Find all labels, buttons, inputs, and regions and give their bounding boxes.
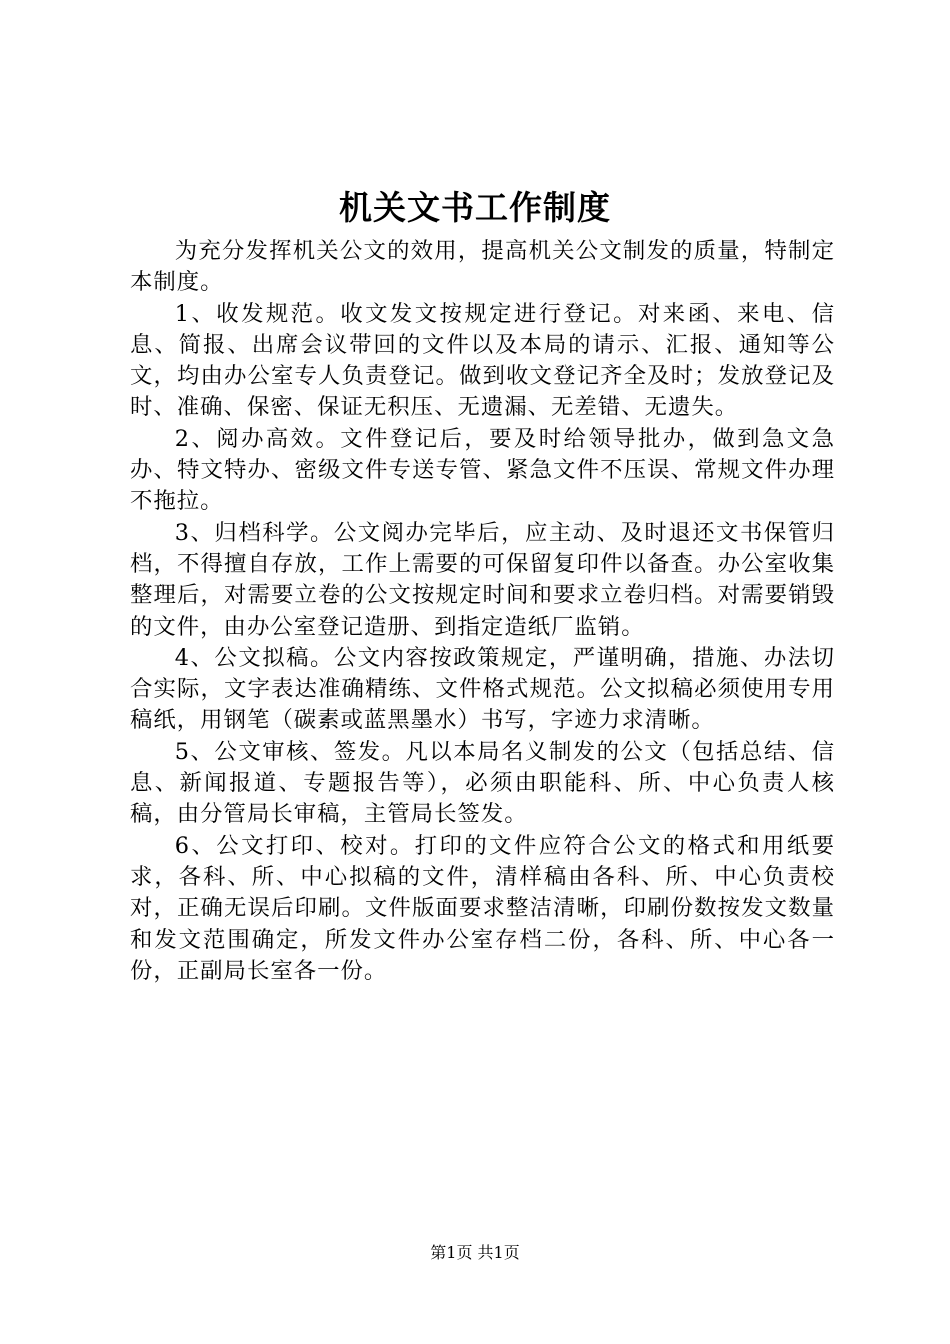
paragraph-6: 6、公文打印、校对。打印的文件应符合公文的格式和用纸要求，各科、所、中心拟稿的文件，清样稿由各科、所、中心负责校对，正确无误后印刷。文件版面要求整洁清晰，印刷份数按发文数量和发文范围确定，所发文件办公室存档二份，各科、所、中心各一份，正副局长室各一份。 [130,832,835,984]
paragraph-3: 3、归档科学。公文阅办完毕后，应主动、及时退还文书保管归档，不得擅自存放，工作上需要的可保留复印件以备查。办公室收集整理后，对需要立卷的公文按规定时间和要求立卷归档。对需要销毁的文件，由办公室登记造册、到指定造纸厂监销。 [130,519,835,640]
paragraph-intro: 为充分发挥机关公文的效用，提高机关公文制发的质量，特制定本制度。 [130,238,835,296]
document-body [130,236,835,987]
paragraph-5: 5、公文审核、签发。凡以本局名义制发的公文（包括总结、信息、新闻报道、专题报告等），必须由职能科、所、中心负责人核稿，由分管局长审稿，主管局长签发。 [130,738,835,828]
document-title: 机关文书工作制度 [339,188,611,227]
paragraph-2: 2、阅办高效。文件登记后，要及时给领导批办，做到急文急办、特文特办、密级文件专送专管、紧急文件不压误、常规文件办理不拖拉。 [130,425,835,515]
paragraph-4: 4、公文拟稿。公文内容按政策规定，严谨明确，措施、办法切合实际，文字表达准确精练、文件格式规范。公文拟稿必须使用专用稿纸，用钢笔（碳素或蓝黑墨水）书写，字迹力求清晰。 [130,644,835,734]
paragraph-1: 1、收发规范。收文发文按规定进行登记。对来函、来电、信息、简报、出席会议带回的文件以及本局的请示、汇报、通知等公文，均由办公室专人负责登记。做到收文登记齐全及时；发放登记及时、准确、保密、保证无积压、无遗漏、无差错、无遗失。 [130,300,835,421]
page-number: 第1页 共1页 [430,1243,520,1262]
